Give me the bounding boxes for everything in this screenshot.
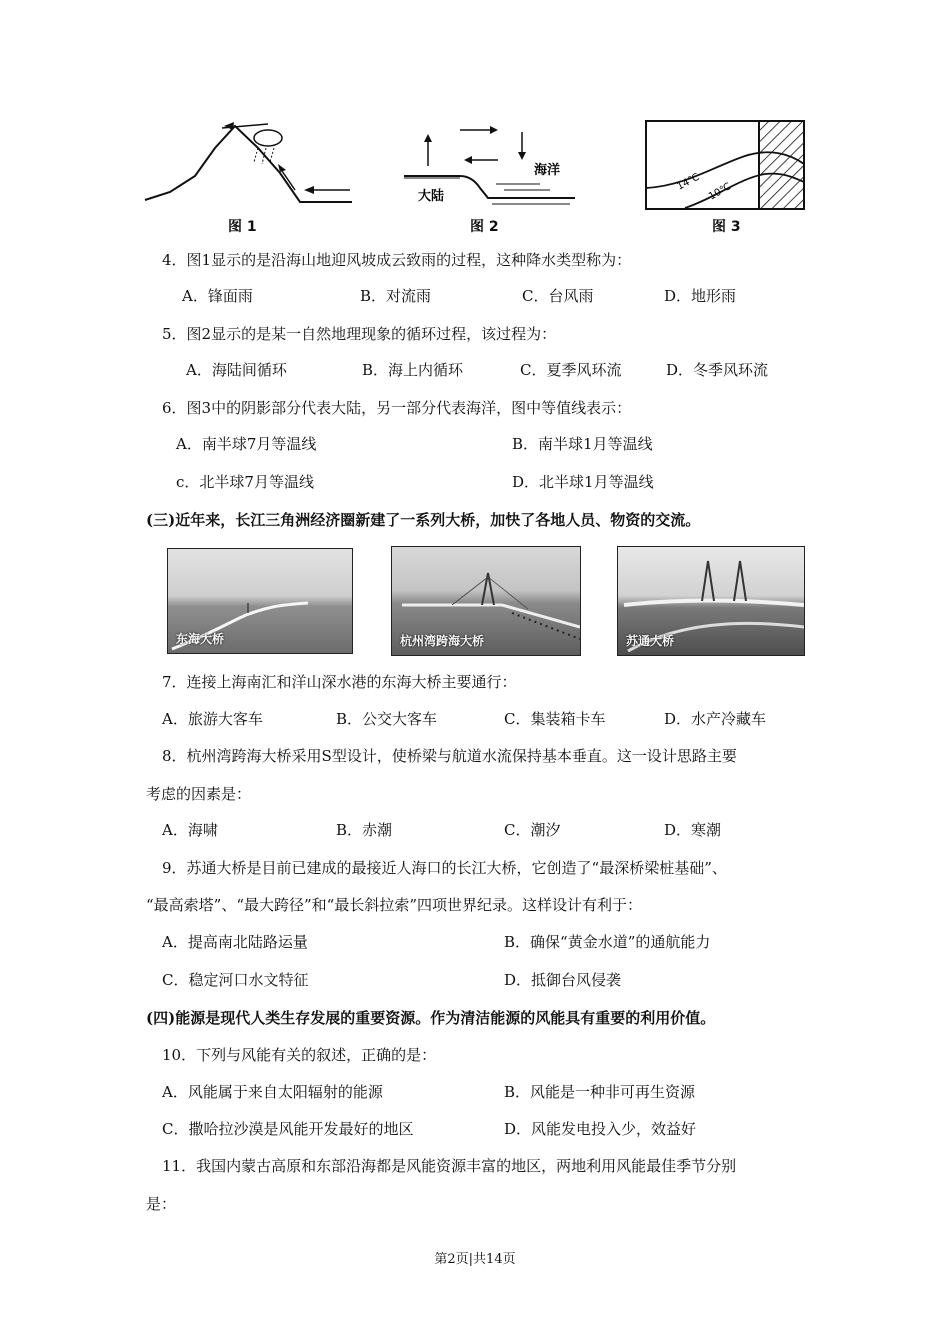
question-10-option-b: B．风能是一种非可再生资源 [504, 1083, 696, 1101]
figure-2-label: 图 2 [470, 219, 499, 235]
figure-3-label: 图 3 [712, 219, 741, 235]
photo-caption-donghai: 东海大桥 [176, 632, 225, 646]
figure-1-label: 图 1 [228, 219, 257, 235]
question-4-option-c: C．台风雨 [522, 287, 594, 305]
question-9-option-d: D．抵御台风侵袭 [504, 971, 622, 989]
question-6-option-b: B．南半球1月等温线 [512, 435, 653, 453]
question-11-stem-line-1: 11．我国内蒙古高原和东部沿海都是风能资源丰富的地区，两地利用风能最佳季节分别 [162, 1157, 737, 1175]
photo-caption-sutong: 苏通大桥 [626, 634, 675, 648]
question-5-option-a: A．海陆间循环 [186, 361, 287, 379]
question-6-option-d: D．北半球1月等温线 [512, 473, 654, 491]
question-7-option-b: B．公交大客车 [336, 710, 438, 728]
question-5-option-c: C．夏季风环流 [520, 361, 622, 379]
question-5-option-b: B．海上内循环 [362, 361, 464, 379]
figure-1 [140, 118, 360, 210]
question-9-option-a: A．提高南北陆路运量 [162, 933, 308, 951]
question-9-option-c: C．稳定河口水文特征 [162, 971, 309, 989]
question-6-option-c: c．北半球7月等温线 [176, 473, 314, 491]
question-8-stem-line-1: 8．杭州湾跨海大桥采用S型设计，使桥梁与航道水流保持基本垂直。这一设计思路主要 [162, 747, 737, 765]
question-7-stem: 7．连接上海南汇和洋山深水港的东海大桥主要通行： [162, 673, 517, 691]
figure-2-ocean-label: 海洋 [534, 163, 561, 178]
question-9-option-b: B．确保“黄金水道”的通航能力 [504, 933, 711, 951]
question-5-option-d: D．冬季风环流 [666, 361, 769, 379]
question-7-option-d: D．水产冷藏车 [664, 710, 767, 728]
section-4-heading: (四)能源是现代人类生存发展的重要资源。作为清洁能源的风能具有重要的利用价值。 [146, 1009, 716, 1027]
question-10-option-a: A．风能属于来自太阳辐射的能源 [162, 1083, 383, 1101]
question-7-option-c: C．集装箱卡车 [504, 710, 606, 728]
question-8-option-c: C．潮汐 [504, 821, 561, 839]
question-11-stem-line-2: 是： [146, 1195, 177, 1213]
question-8-option-a: A．海啸 [162, 821, 218, 839]
figure-3-isotherm-14: 14℃ [675, 171, 702, 193]
question-8-option-b: B．赤潮 [336, 821, 393, 839]
question-4-option-a: A．锋面雨 [182, 287, 253, 305]
question-10-option-c: C．撒哈拉沙漠是风能开发最好的地区 [162, 1120, 414, 1138]
question-10-stem: 10．下列与风能有关的叙述，正确的是： [162, 1046, 437, 1064]
question-4-stem: 4．图1显示的是沿海山地迎风坡成云致雨的过程，这种降水类型称为： [162, 251, 632, 269]
question-10-option-d: D．风能发电投入少，效益好 [504, 1120, 697, 1138]
section-3-heading: (三)近年来，长江三角洲经济圈新建了一系列大桥，加快了各地人员、物资的交流。 [146, 511, 701, 529]
page-number: 第2页|共14页 [434, 1252, 516, 1267]
question-5-stem: 5．图2显示的是某一自然地理现象的循环过程，该过程为： [162, 325, 557, 343]
photo-caption-hangzhou: 杭州湾跨海大桥 [400, 634, 485, 648]
figure-2-land-label: 大陆 [418, 189, 445, 204]
photo-donghai-bridge [167, 548, 353, 654]
question-6-option-a: A．南半球7月等温线 [176, 435, 317, 453]
figure-3 [645, 120, 807, 212]
question-9-stem-line-2: “最高索塔”、“最大跨径”和“最长斜拉索”四项世界纪录。这样设计有利于： [146, 896, 643, 914]
question-8-option-d: D．寒潮 [664, 821, 722, 839]
question-6-stem: 6．图3中的阴影部分代表大陆，另一部分代表海洋，图中等值线表示： [162, 399, 632, 417]
figure-3-isotherm-10: 10℃ [707, 181, 734, 203]
photo-hangzhou-bay-bridge [391, 546, 581, 656]
figure-2 [400, 118, 580, 214]
question-8-stem-line-2: 考虑的因素是： [146, 785, 252, 803]
question-4-option-d: D．地形雨 [664, 287, 737, 305]
photo-sutong-bridge [617, 546, 805, 656]
question-7-option-a: A．旅游大客车 [162, 710, 263, 728]
question-9-stem-line-1: 9．苏通大桥是目前已建成的最接近人海口的长江大桥，它创造了“最深桥梁桩基础”、 [162, 859, 727, 877]
question-4-option-b: B．对流雨 [360, 287, 432, 305]
